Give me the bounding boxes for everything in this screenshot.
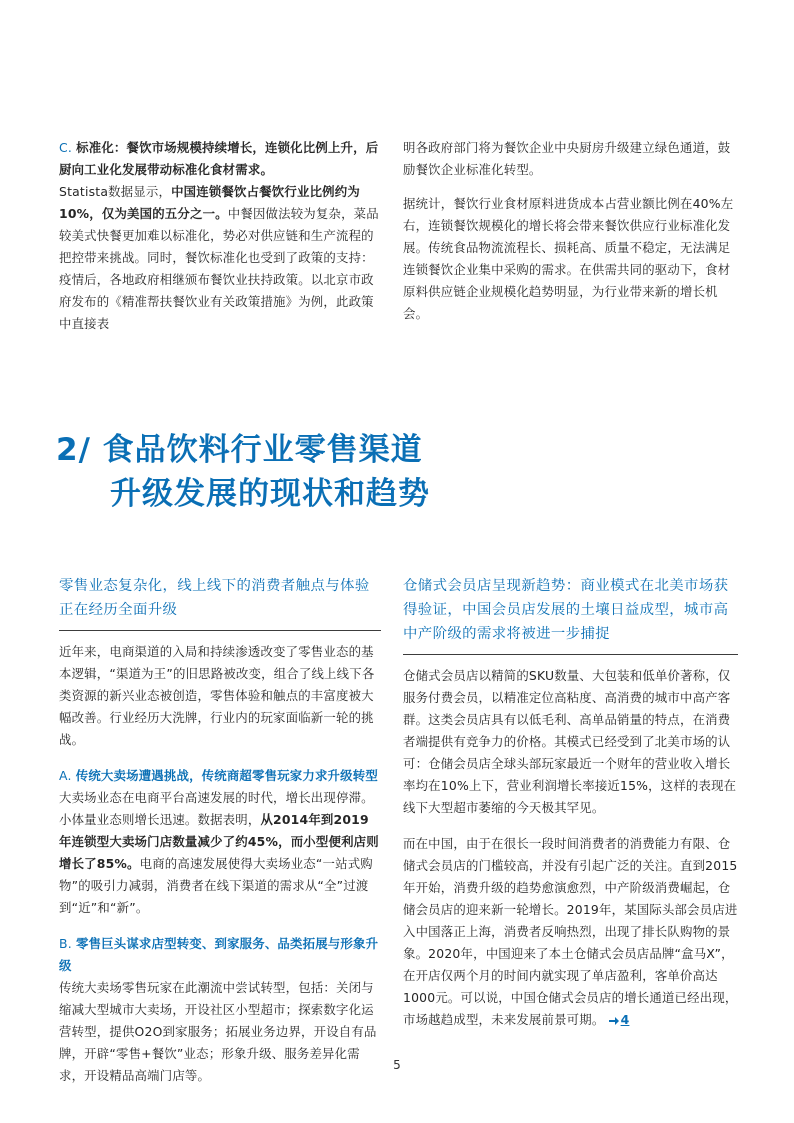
right-column [403,574,738,1031]
right-subheading-rule [403,654,738,655]
point-a-heading: 传统大卖场遭遇挑战，传统商超零售玩家力求升级转型 [75,768,378,783]
section-title [56,428,430,516]
china-market-paragraph [403,833,738,1031]
section-title-line1: 2/ 食品饮料行业零售渠道 [56,432,423,468]
point-c-label: C. [59,140,77,155]
left-column [59,574,381,1087]
statista-rest: 中餐因做法较为复杂，菜品较美式快餐更加难以标准化，势必对供应链和生产流程的把控带来挑战。同时，餐饮标准化也受到了政策的支持：疫情后，各地政府相继颁布餐饮业扶持政策。以北京市政府发布的《精准帮扶餐饮业有关政策措施》为例，此政策中直接表 [59,206,379,331]
section-title-line2: 升级发展的现状和趋势 [110,476,430,512]
right-subheading: 仓储式会员店呈现新趋势：商业模式在北美市场获得验证，中国会员店发展的土壤日益成型，城市高中产阶级的需求将被进一步捕捉 [403,578,729,642]
statista-highlight: 中国连锁餐饮占餐饮行业比例约为10%，仅为美国的五分之一。 [59,184,360,221]
warehouse-club-paragraph: 仓储式会员店以精简的SKU数量、大包装和低单价著称，仅服务付费会员，以精准定位高粘度、高消费的城市中高产客群。这类会员店具有以低毛利、高单品销量的特点，在消费者端提供有竞争力的价格。其模式已经受到了北美市场的认可：仓储会员店全球头部玩家最近一个财年的营业收入增长率均在10%上下，营业利润增长率接近15%，这样的表现在线下大型超市萎缩的今天极其罕见。 [403,668,737,815]
left-subheading-rule [59,630,381,631]
statista-prefix: Statista数据显示， [59,184,172,199]
top-right-column [403,137,738,325]
intro-paragraph: 近年来，电商渠道的入局和持续渗透改变了零售业态的基本逻辑，“渠道为王”的旧思路被改变，组合了线上线下各类资源的新兴业态被创造，零售体验和触点的丰富度被大幅改善。行业经历大洗牌，行业内的玩家面临新一轮的挑战。 [59,644,375,747]
china-market-text: 而在中国，由于在很长一段时间消费者的消费能力有限、仓储式会员店的门槛较高，并没有引起广泛的关注。直到2015年开始，消费升级的趋势愈演愈烈，中产阶级消费崛起，仓储会员店的迎来新一轮增长。2019年，某国际头部会员店进入中国落正上海，消费者反响热烈，出现了排长队购物的景象。2020年，中国迎来了本土仓储式会员店品牌“盒马X”，在开店仅两个月的时间内就实现了单店盈利，客单价高达1000元。可以说，中国仓储式会员店的增长通道已经出现，市场越趋成型，未来发展前景可期。 [403,836,738,1027]
point-a-paragraph [59,765,381,919]
policy-continuation-paragraph: 明各政府部门将为餐饮企业中央厨房升级建立绿色通道，鼓励餐饮企业标准化转型。 [403,140,731,177]
point-b-text: 传统大卖场零售玩家在此潮流中尝试转型，包括：关闭与缩减大型城市大卖场，开设社区小型超市；探索数字化运营转型，提供O2O到家服务；拓展业务边界，开设自有品牌，开辟“零售+餐饮”业态；形象升级、服务差异化需求，开设精品高端门店等。 [59,980,377,1083]
reference-link-4[interactable] [609,1012,630,1027]
point-b-heading: 零售巨头谋求店型转变、到家服务、品类拓展与形象升级 [59,936,379,973]
left-subheading: 零售业态复杂化，线上线下的消费者触点与体验正在经历全面升级 [59,578,370,618]
statista-paragraph [59,181,381,335]
reference-number: 4 [620,1012,630,1027]
top-left-column [59,137,381,335]
point-a-text2: 电商的高速发展使得大卖场业态“一站式购物”的吸引力减弱，消费者在线下渠道的需求从“全”过渡到“近”和“新”。 [59,856,373,915]
point-b-label: B. [59,936,76,951]
point-a-text1: 大卖场业态在电商平台高速发展的时代，增长出现停滞。小体量业态则增长迅速。数据表明， [59,790,374,827]
arrow-right-icon [609,1016,619,1026]
point-c-heading: 标准化：餐饮市场规模持续增长，连锁化比例上升，后厨向工业化发展带动标准化食材需求。 [59,140,379,177]
page-number: 5 [393,1058,401,1072]
cost-paragraph: 据统计，餐饮行业食材原料进货成本占营业额比例在40%左右，连锁餐饮规模化的增长将会带来餐饮供应行业标准化发展。传统食品物流流程长、损耗高、质量不稳定，无法满足连锁餐饮企业集中采购的需求。在供需共同的驱动下，食材原料供应链企业规模化趋势明显，为行业带来新的增长机会。 [403,196,734,321]
point-a-label: A. [59,768,76,783]
point-c-paragraph [59,137,381,181]
point-a-highlight: 从2014年到2019年连锁型大卖场门店数量减少了约45%，而小型便利店则增长了85%。 [59,812,379,871]
